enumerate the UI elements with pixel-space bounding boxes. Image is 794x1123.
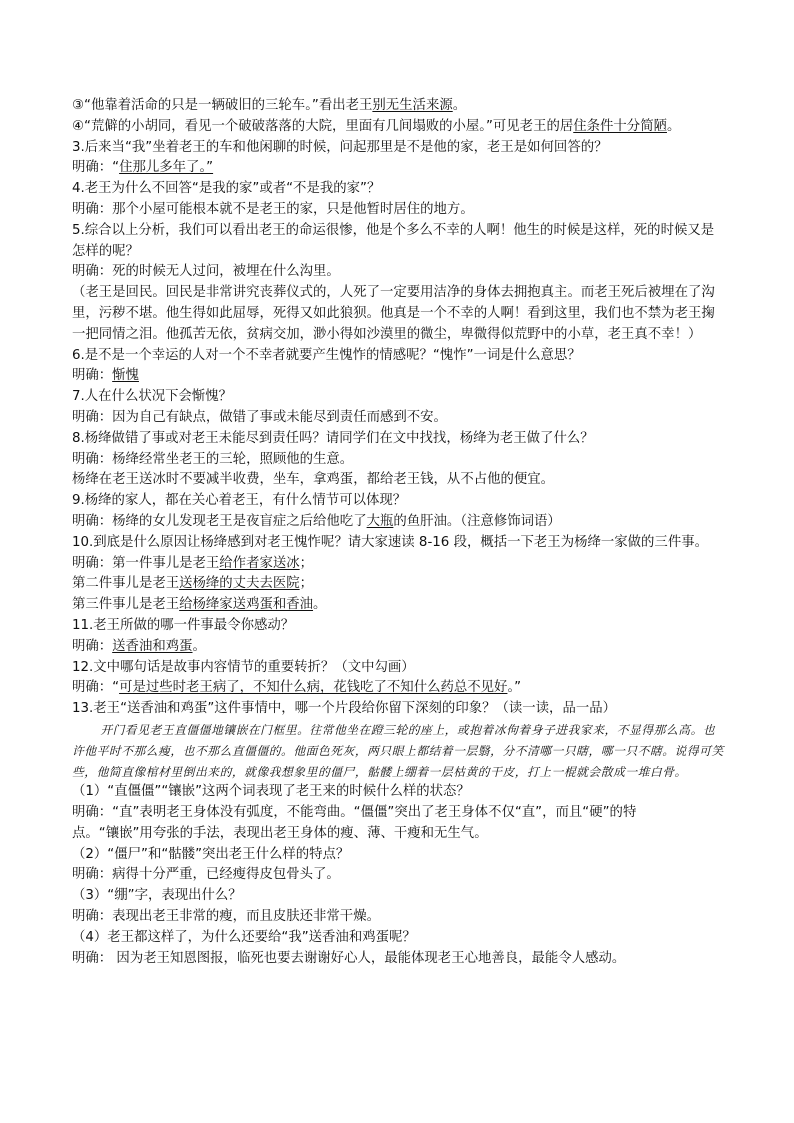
text-segment: 明确：死的时候无人过问，被埋在什么沟里。 [72,264,340,280]
text-line [72,470,726,491]
text-segment: 13.老王“送香油和鸡蛋”这件事情中，哪一个片段给你留下深刻的印象？（读一读，品一品） [72,701,617,717]
underlined-answer: 送香油和鸡蛋 [112,638,193,654]
text-segment: 8.杨绛做错了事或对老王未能尽到责任吗？请同学们在文中找找，杨绛为老王做了什么？ [72,430,594,446]
text-line [72,283,726,345]
text-segment: 。” [507,680,522,696]
underlined-answer: 给作者家送冰 [219,555,300,571]
text-segment: ④“荒僻的小胡同，看见一个破破落落的大院，里面有几间塌败的小屋。”可见老王的居 [72,118,574,134]
text-line [72,678,726,699]
text-line [72,699,726,720]
text-line [72,845,726,866]
text-line [72,658,726,679]
text-segment: 明确：因为自己有缺点，做错了事或未能尽到责任而感到不安。 [72,409,447,425]
text-line [72,221,726,263]
underlined-answer: 惭愧 [112,368,139,384]
text-segment: 点。“镶嵌”用夸张的手法，表现出老王身体的瘦、薄、干瘦和无生气。 [72,825,488,841]
text-segment: （1）“直僵僵”“镶嵌”这两个词表现了老王来的时候什么样的状态？ [72,784,470,800]
text-line [72,158,726,179]
text-segment: ； [299,576,314,592]
text-segment: 明确：“ [72,160,120,176]
text-line [72,117,726,138]
quoted-passage [72,720,726,782]
text-line [72,366,726,387]
text-segment: 明确：“直”表明老王身体没有弧度，不能弯曲。“僵僵”突出了老王身体不仅“直”，而且“硬”的特 [72,805,637,821]
text-segment: （3）“绷”字，表现出什么？ [72,888,242,904]
text-segment: 。 [313,597,327,613]
text-line [72,907,726,928]
text-segment: 。 [192,638,206,654]
text-line [72,533,726,554]
text-line [72,179,726,200]
text-segment: 4.老王为什么不回答“是我的家”或者“不是我的家”？ [72,181,381,197]
text-line [72,491,726,512]
text-segment: （4）老王都这样了，为什么还要给“我”送香油和鸡蛋呢？ [72,929,416,945]
text-segment: 明确： [72,638,113,654]
underlined-answer: 送杨绛的丈夫去医院 [179,576,300,592]
text-segment: 明确： [72,368,113,384]
text-segment: （2）“僵尸”和“骷髅”突出老王什么样的特点？ [72,846,350,862]
text-segment: 10.到底是什么原因让杨绛感到对老王愧怍呢？请大家速读 8-16 段，概括一下老王为杨绛一家做的三件事。 [72,534,708,550]
text-line [72,138,726,159]
text-segment: 7.人在什么状况下会惭愧？ [72,389,233,405]
text-segment: 第二件事儿是老王 [72,576,180,592]
text-line [72,200,726,221]
text-segment: 6.是不是一个幸运的人对一个不幸者就要产生愧怍的情感呢？“愧怍”一词是什么意思？ [72,347,581,363]
text-line [72,450,726,471]
text-segment: （老王是回民。回民是非常讲究丧葬仪式的，人死了一定要用洁净的身体去拥抱真主。而老王死后被埋在了沟里，污秽不堪。他生得如此屈辱，死得又如此狼狈。他真是一个不幸的人啊！看到这里，我们也不禁为老王掬一把同情之泪。他孤苦无依，贫病交加，渺小得如沙漠里的微尘，卑微得似荒野中的小草，老王真不幸！） [72,285,715,342]
underlined-answer: 可是过些时老王病了，不知什么病，花钱吃了不知什么药总不见好 [119,680,508,696]
text-segment: 明确：杨绛的女儿发现老王是夜盲症之后给他吃了 [72,513,367,529]
text-segment: 明确：那个小屋可能根本就不是老王的家，只是他暂时居住的地方。 [72,201,474,217]
text-line [72,408,726,429]
text-line [72,928,726,949]
text-line [72,616,726,637]
text-line [72,346,726,367]
text-segment: 9.杨绛的家人，都在关心着老王，有什么情节可以体现？ [72,493,407,509]
text-segment: 的鱼肝油。（注意修饰词语） [393,513,561,529]
text-line [72,387,726,408]
text-line [72,574,726,595]
text-segment: 明确： 因为老王知恩图报，临死也要去谢谢好心人，最能体现老王心地善良，最能令人感动。 [72,950,626,966]
text-line [72,554,726,575]
text-line [72,262,726,283]
text-segment: 。 [666,118,681,134]
text-segment: 。 [452,98,467,113]
text-segment: 12.文中哪句话是故事内容情节的重要转折？（文中勾画） [72,659,415,675]
text-segment: 5.综合以上分析，我们可以看出老王的命运很惨，他是个多么不幸的人啊！他生的时候是这样，死的时候又是怎样的呢？ [72,222,715,259]
text-line [72,595,726,616]
text-segment: 第三件事儿是老王 [72,597,180,613]
text-segment: 明确：第一件事儿是老王 [72,555,220,571]
text-segment: ③“他靠着活命的只是一辆破旧的三轮车。”看出老王 [72,98,373,113]
text-segment: 明确：“ [72,680,120,696]
text-line [72,782,726,803]
text-line [72,824,726,845]
text-segment: 3.后来当“我”坐着老王的车和他闲聊的时候，问起那里是不是他的家，老王是如何回答的？ [72,139,608,155]
text-line [72,637,726,658]
text-line [72,96,726,117]
text-segment: ； [299,555,314,571]
text-line [72,886,726,907]
underlined-answer: 住条件十分简陋 [573,118,667,134]
text-line [72,512,726,533]
underlined-answer: 别无生活来源 [372,98,453,113]
text-segment: 11.老王所做的哪一件事最令你感动？ [72,617,295,633]
text-segment: 杨绛在老王送冰时不要减半收费，坐车，拿鸡蛋，都给老王钱，从不占他的便宜。 [72,472,555,488]
text-segment: 明确：表现出老王非常的瘦，而且皮肤还非常干燥。 [72,909,380,925]
underlined-answer: 大瓶 [366,513,394,529]
document-body [72,96,726,969]
underlined-answer: 给杨绛家送鸡蛋和香油 [179,597,314,613]
text-line [72,865,726,886]
text-line [72,429,726,450]
text-segment: 明确：病得十分严重，已经瘦得皮包骨头了。 [72,867,340,883]
text-segment: 开门看见老王直僵僵地镶嵌在门框里。往常他坐在蹬三轮的座上，或抱着冰佝着身子进我家来，不显得那么高。也许他平时不那么瘦，也不那么直僵僵的。他面色死灰，两只眼上都结着一层翳，分不清哪一只瞎，哪一只不瞎。说得可笑些，他简直像棺材里倒出来的，就像我想象里的僵尸，骷髅上绷着一层枯黄的干皮，打上一棍就会散成一堆白骨。 [72,722,724,779]
text-line [72,949,726,970]
text-line [72,803,726,824]
text-segment: 明确：杨绛经常坐老王的三轮，照顾他的生意。 [72,451,354,467]
underlined-answer: 住那儿多年了。” [119,160,214,176]
